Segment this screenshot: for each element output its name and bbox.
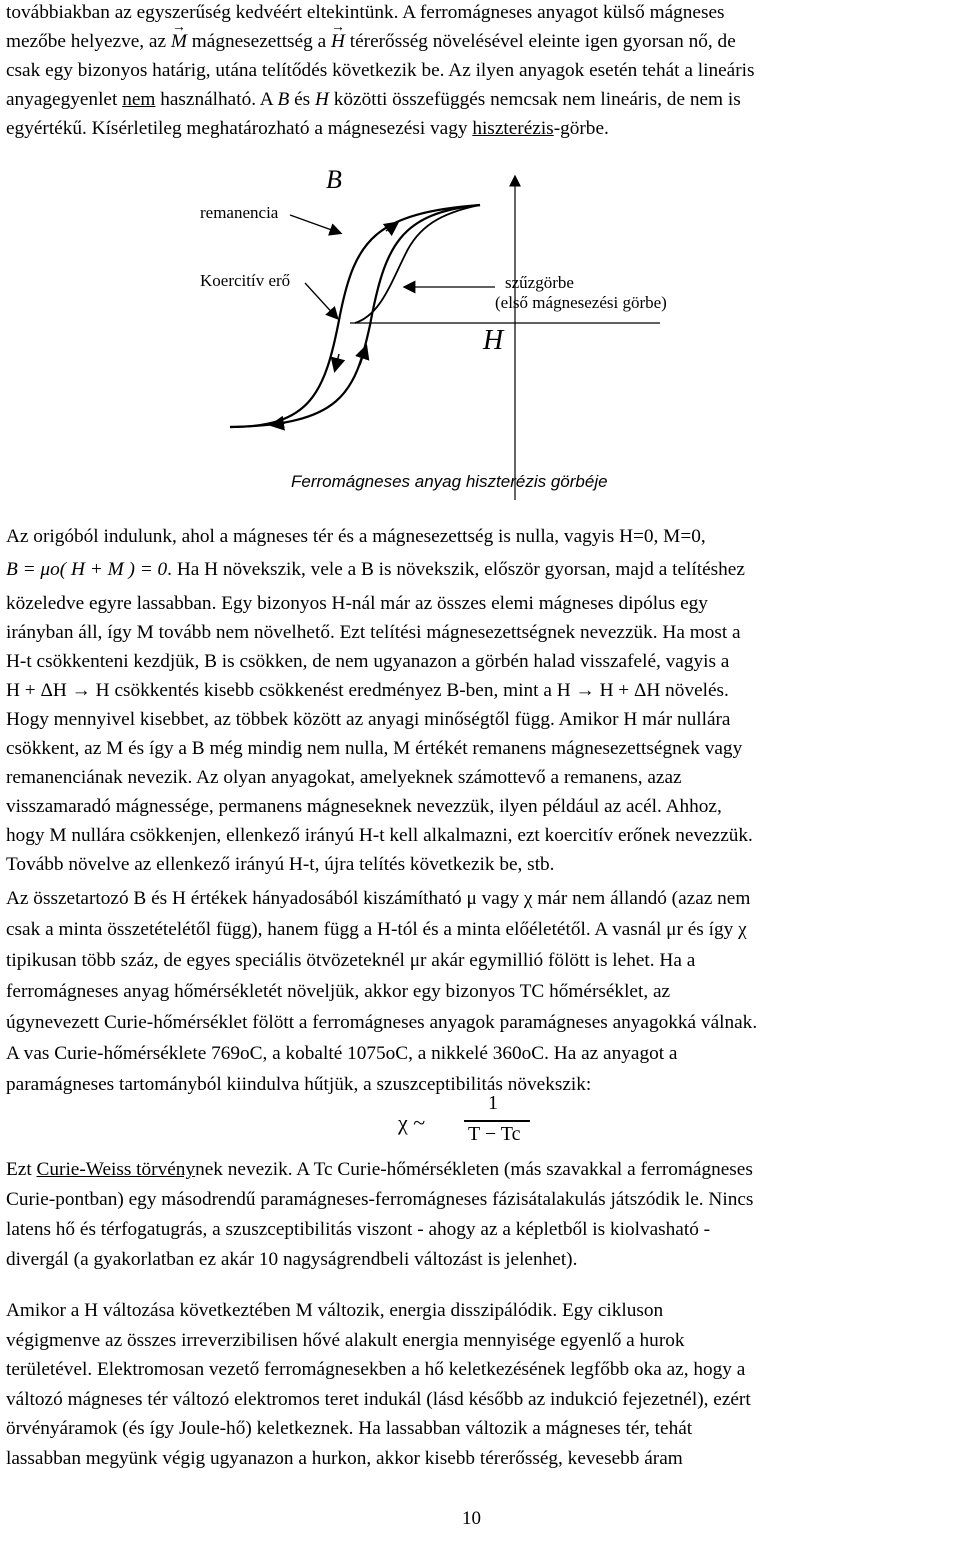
intro-paragraph [6, 0, 956, 143]
text-line: latens hő és térfogatugrás, a szuszceptibilitás viszont - ahogy az a képletből is kiolvasható - [6, 1219, 711, 1240]
text-line: továbbiakban az egyszerűség kedvéért eltekintünk. A ferromágneses anyagot külső mágneses [6, 2, 725, 23]
text-line: változó mágneses tér változó elektromos teret indukál (lásd később az indukció fejezetnél), ezért [6, 1388, 751, 1410]
koercitiv-label: Koercitív erő [200, 271, 291, 290]
text-span: -görbe. [553, 118, 609, 139]
fraction-denominator: T − Tc [468, 1123, 521, 1145]
text-line: Curie-pontban) egy másodrendű paramágneses-ferromágneses fázisátalakulás játszódik le. Nincs [6, 1189, 754, 1210]
axis-label-H: H [483, 325, 504, 356]
text-span: térerősség növelésével eleinte igen gyorsan nő, de [349, 31, 736, 52]
vector-H: → H [331, 27, 345, 56]
text-span: mezőbe helyezve, az [6, 31, 167, 52]
chi-proportional: χ ~ [398, 1110, 426, 1135]
text-span: csökkentés kisebb csökkenést eredményez B-ben, mint a [114, 680, 552, 701]
text-line: úgynevezett Curie-hőmérséklet fölött a ferromágneses anyagok paramágneses anyagokká válnak. [6, 1012, 758, 1033]
text-line: területével. Elektromosan vezető ferromágnesekben a hő keletkezésének legfőbb oka az, hogy a [6, 1359, 746, 1380]
text-line [6, 85, 956, 114]
elso-magnesezes-label: (első mágnesezési görbe) [495, 293, 667, 312]
text-span: növelés. [665, 680, 729, 701]
text-line: örvényáramok (és így Joule-hő) keletkeznek. Ha lassabban változik a mágneses tér, tehát [6, 1418, 693, 1439]
formula-increase: H → H + ΔH [556, 680, 661, 701]
page-number: 10 [462, 1508, 481, 1529]
text-span: Ezt [6, 1159, 32, 1180]
text-line: A vas Curie-hőmérséklete 769oC, a kobalté 1075oC, a nikkelé 360oC. Ha az anyagot a [6, 1043, 678, 1064]
fraction-numerator: 1 [488, 1092, 498, 1114]
text-span: anyagegyenlet [6, 89, 118, 110]
text-line: tipikusan több száz, de egyes speciális ötvözeteknél μr akár egymillió fölött is lehet. Ha a [6, 950, 696, 971]
text-span: mágnesezettség a [191, 31, 327, 52]
arrow-mark [335, 354, 339, 370]
remanencia-label: remanencia [200, 203, 279, 222]
vector-M: → M [171, 27, 187, 56]
text-span: használható. A [160, 89, 273, 110]
figure-caption: Ferromágneses anyag hiszterézis görbéje [291, 472, 608, 491]
text-span: . Ha H növekszik, vele a B is növekszik, először gyorsan, majd a telítéshez [167, 559, 745, 580]
text-line: közeledve egyre lassabban. Egy bizonyos H-nál már az összes elemi mágneses dipólus egy [6, 593, 708, 614]
text-line: Az origóból indulunk, ahol a mágneses tér és a mágnesezettség is nulla, vagyis H=0, M=0, [6, 526, 706, 547]
text-line [6, 676, 956, 705]
text-line: Az összetartozó B és H értékek hányadosából kiszámítható μ vagy χ már nem állandó (azaz nem [6, 888, 751, 909]
ascending-branch [230, 205, 480, 427]
text-line: visszamaradó mágnessége, permanens mágneseknek nevezzük, ilyen például az acél. Ahhoz, [6, 796, 722, 817]
text-line [6, 1155, 956, 1185]
symbol-B: B [277, 89, 290, 110]
link-nem[interactable]: nem [122, 89, 156, 110]
szuzgorbe-label: szűzgörbe [505, 273, 574, 292]
hysteresis-figure [190, 165, 780, 500]
text-line: Amikor a H változása következtében M változik, energia disszipálódik. Egy cikluson [6, 1300, 664, 1321]
descending-branch [230, 205, 480, 427]
text-line: irányban áll, így M tovább nem növelhető. Ezt telítési mágnesezettségnek nevezzük. Ha most a [6, 622, 741, 643]
link-curie-weiss[interactable]: Curie-Weiss törvény [36, 1159, 196, 1180]
text-line: hogy M nullára csökkenjen, ellenkező irányú H-t kell alkalmazni, ezt koercitív erőnek nevezzük. [6, 825, 753, 846]
text-span: egyértékű. Kísérletileg meghatározható a mágnesezési vagy [6, 118, 468, 139]
axis-label-B: B [326, 165, 342, 194]
text-span: közötti összefüggés nemcsak nem lineáris, de nem is [333, 89, 741, 110]
text-span: nek nevezik. A Tc Curie-hőmérsékleten (más szavakkal a ferromágneses [195, 1159, 753, 1180]
koercitiv-pointer [305, 283, 337, 318]
text-line [6, 114, 956, 143]
energy-paragraph [6, 1296, 956, 1473]
text-line: Tovább növelve az ellenkező irányú H-t, újra telítés következik be, stb. [6, 854, 555, 875]
origin-paragraph [6, 522, 956, 879]
text-line: csak egy bizonyos határig, utána telítődés következik be. Az ilyen anyagok esetén tehát a lineáris [6, 60, 755, 81]
remanencia-pointer [290, 215, 340, 233]
curie-weiss-formula [396, 1092, 556, 1152]
text-line: paramágneses tartományból kiindulva hűtjük, a szuszceptibilitás növekszik: [6, 1074, 592, 1095]
text-line: csökkent, az M és így a B még mindig nem nulla, M értékét remanens mágnesezettségnek vagy [6, 738, 743, 759]
text-span: és [294, 89, 311, 110]
fraction-bar [464, 1120, 530, 1122]
curie-weiss-paragraph [6, 1155, 956, 1275]
text-line [6, 27, 956, 56]
text-line [6, 551, 956, 589]
formula-B-equation: B = μo( H + M ) = 0 [6, 559, 168, 580]
susceptibility-paragraph [6, 883, 956, 1100]
text-line: ferromágneses anyag hőmérsékletét növeljük, akkor egy bizonyos TC hőmérséklet, az [6, 981, 671, 1002]
text-line: divergál (a gyakorlatban ez akár 10 nagyságrendbeli változást is jelenhet). [6, 1249, 578, 1270]
text-line: H-t csökkenteni kezdjük, B is csökken, de nem ugyanazon a görbén halad visszafelé, vagyis a [6, 651, 730, 672]
text-line: lassabban megyünk végig ugyanazon a hurkon, akkor kisebb térerősség, kevesebb áram [6, 1447, 683, 1469]
link-hiszterezis[interactable]: hiszterézis [472, 118, 554, 139]
formula-decrease: H + ΔH → H [6, 680, 110, 701]
symbol-H: H [315, 89, 329, 110]
text-line: csak a minta összetételétől függ), hanem függ a H-tól és a minta előéletétől. A vasnál μr és így χ [6, 919, 747, 940]
text-line: remanenciának nevezik. Az olyan anyagokat, amelyeknek számottevő a remanens, azaz [6, 767, 682, 788]
text-line: végigmenve az összes irreverzibilisen hővé alakult energia mennyisége egyenlő a hurok [6, 1329, 685, 1351]
text-line: Hogy mennyivel kisebbet, az többek között az anyagi minőségtől függ. Amikor H már nullára [6, 709, 731, 730]
